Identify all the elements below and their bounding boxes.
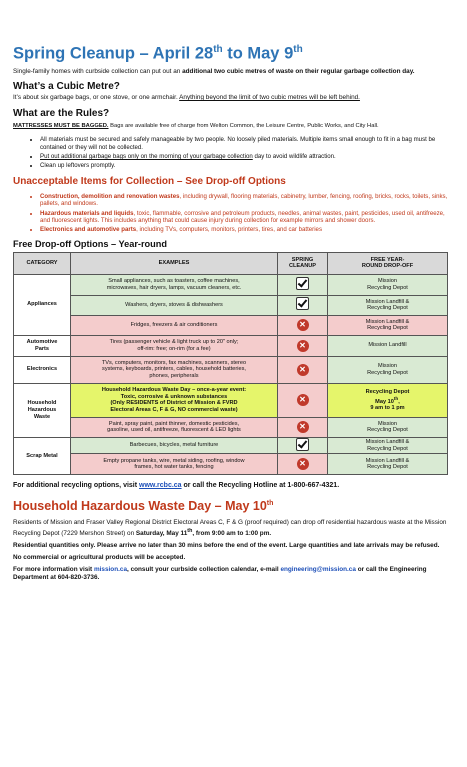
hhw-commercial-text: No commercial or agricultural products will be accepted.: [13, 553, 186, 561]
x-icon: ✕: [297, 394, 309, 406]
rules-list: [13, 136, 454, 170]
dropoff-cell: Recycling Depot May 10th, 9 am to 1 pm: [328, 383, 448, 417]
list-item: • Hazardous materials and liquids, toxic, flammable, corrosive and petroleum products, needles, animal wastes, paint, pesticides, used oil, antifreeze, and fluorescent lights. This includes anything that could cause injury during collection for example mirrors and shower doors.: [40, 210, 454, 225]
unacceptable-heading: Unacceptable Items for Collection – See Drop-off Options: [13, 175, 286, 187]
flyer-page: [13, 0, 454, 767]
category-cell: Electronics: [14, 356, 71, 383]
list-item: • Clean up leftovers promptly.: [40, 162, 454, 169]
mission-link[interactable]: mission.ca: [93, 565, 128, 573]
table-row: [14, 335, 448, 356]
table-row: [14, 383, 448, 417]
examples-header: EXAMPLES: [71, 252, 278, 274]
category-cell: Household Hazardous Waste: [14, 383, 71, 437]
check-icon: [296, 438, 309, 451]
spring-cleanup-cell: [278, 383, 328, 417]
table-row: [14, 437, 448, 454]
x-icon: ✕: [297, 458, 309, 470]
spring-cleanup-cell: [278, 454, 328, 475]
hhw-quantities-text: Residential quantities only. Please arrive no later than 30 mins before the end of the event. Large quantities and late arrivals may be refused.: [13, 541, 440, 549]
cubic-metre-text: It’s about six garbage bags, or one stove, or one armchair. Anything beyond the limit of two cubic metres will be left behind.: [13, 94, 360, 102]
more-info-text: For more information visit mission.ca, consult your curbside collection calendar, e-mail engineering@mission.ca or call the Engineering Department at 604-820-3736.: [13, 565, 427, 581]
dropoff-cell: Mission Landfill & Recycling Depot: [328, 437, 448, 454]
list-item: • Electronics and automotive parts, including TVs, computers, monitors, printers, tires, and car batteries: [40, 226, 454, 233]
table-header: [14, 252, 448, 274]
examples-cell: Small appliances, such as toasters, coffee machines, microwaves, hair dryers, lamps, vacuum cleaners, etc.: [71, 274, 278, 295]
list-item: • Construction, demolition and renovation wastes, including drywall, flooring materials, cabinetry, lumber, fencing, roofing, bricks, rocks, toilets, sinks, pallets, and windows.: [40, 193, 454, 208]
spring-cleanup-cell: [278, 295, 328, 315]
examples-cell: Tires (passenger vehicle & light truck up to 20" only; off-rim: free; on-rim (for a fee): [71, 335, 278, 356]
category-cell: Automotive Parts: [14, 335, 71, 356]
dropoff-cell: Mission Landfill & Recycling Depot: [328, 295, 448, 315]
table-row: [14, 454, 448, 475]
dropoff-cell: Mission Landfill & Recycling Depot: [328, 315, 448, 335]
hhw-day-title: Household Hazardous Waste Day – May 10th: [13, 499, 274, 514]
x-icon: ✕: [297, 421, 309, 433]
examples-cell: Washers, dryers, stoves & dishwashers: [71, 295, 278, 315]
spring-cleanup-cell: [278, 417, 328, 437]
dropoff-cell: Mission Recycling Depot: [328, 417, 448, 437]
unacceptable-list: [13, 193, 454, 234]
category-cell: Scrap Metal: [14, 437, 71, 475]
table-row: [14, 417, 448, 437]
x-icon: ✕: [297, 364, 309, 376]
category-header: CATEGORY: [14, 252, 71, 274]
examples-cell: TVs, computers, monitors, fax machines, scanners, stereo systems, keyboards, printers, cables, household batteries, phones, peripherals: [71, 356, 278, 383]
list-item: • All materials must be secured and safely manageable by two people. No loosely piled materials. Multiple items small enough to fit in a bag must be contained or they will not be collected.: [40, 136, 454, 151]
additional-options-text: For additional recycling options, visit www.rcbc.ca or call the Recycling Hotline at 1-800-667-4321.: [13, 482, 340, 490]
spring-cleanup-cell: [278, 274, 328, 295]
x-icon: ✕: [297, 319, 309, 331]
examples-cell: Barbecues, bicycles, metal furniture: [71, 437, 278, 454]
examples-cell: Paint, spray paint, paint thinner, domestic pesticides, gasoline, used oil, antifreeze, fluorescent & LED lights: [71, 417, 278, 437]
check-icon: [296, 297, 309, 310]
dropoff-cell: Mission Recycling Depot: [328, 356, 448, 383]
spring-cleanup-cell: [278, 315, 328, 335]
category-cell: Appliances: [14, 274, 71, 335]
mattress-text: MATTRESSES MUST BE BAGGED. Bags are available free of charge from Welton Common, the Leisure Centre, Public Works, and City Hall.: [13, 123, 379, 130]
dropoff-heading: Free Drop-off Options – Year-round: [13, 238, 167, 249]
dropoff-cell: Mission Recycling Depot: [328, 274, 448, 295]
examples-cell: Empty propane tanks, wire, metal siding, roofing, window frames, hot water tanks, fencing: [71, 454, 278, 475]
check-icon: [296, 277, 309, 290]
free-dropoff-header: FREE YEAR- ROUND DROP-OFF: [328, 252, 448, 274]
examples-cell: Household Hazardous Waste Day – once-a-year event: Toxic, corrosive & unknown substances (Only RESIDENTS of District of Mission & FVRD Electoral Areas C, F & G, NO commercial waste): [71, 383, 278, 417]
x-icon: ✕: [297, 340, 309, 352]
dropoff-table: [13, 252, 448, 476]
list-item: • Put out additional garbage bags only on the morning of your garbage collection day to avoid wildlife attraction.: [40, 153, 454, 160]
email-link[interactable]: engineering@mission.ca: [280, 565, 356, 573]
dropoff-cell: Mission Landfill: [328, 335, 448, 356]
rules-heading: What are the Rules?: [13, 108, 110, 120]
table-row: [14, 315, 448, 335]
dropoff-cell: Mission Landfill & Recycling Depot: [328, 454, 448, 475]
spring-cleanup-header: SPRING CLEANUP: [278, 252, 328, 274]
examples-cell: Fridges, freezers & air conditioners: [71, 315, 278, 335]
spring-cleanup-cell: [278, 356, 328, 383]
cubic-metre-heading: What’s a Cubic Metre?: [13, 81, 120, 93]
spring-cleanup-cell: [278, 437, 328, 454]
spring-cleanup-cell: [278, 335, 328, 356]
table-row: [14, 356, 448, 383]
intro-text: Single-family homes with curbside collection can put out an additional two cubic metres of waste on their regular garbage collection day.: [13, 67, 415, 75]
hhw-paragraph: Residents of Mission and Fraser Valley Regional District Electoral Areas C, F & G (proof required) can drop off residential hazardous waste at the Mission Recycling Depot (7229 Mershon Street) on Saturday, May 11th, from 9:00 am to 1:00 pm.: [13, 518, 447, 537]
table-row: [14, 274, 448, 295]
table-row: [14, 295, 448, 315]
rcbc-link[interactable]: www.rcbc.ca: [139, 482, 182, 490]
page-title: Spring Cleanup – April 28th to May 9th: [13, 44, 303, 63]
